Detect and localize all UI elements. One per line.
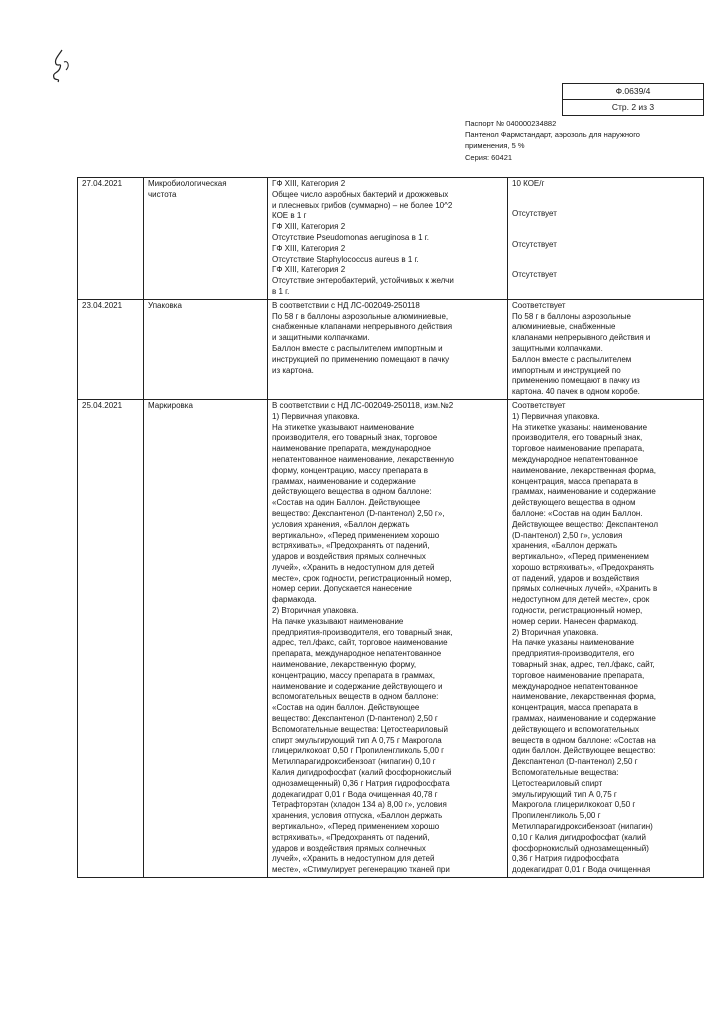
result-line: импортным и инструкцией по — [512, 365, 621, 375]
specification-line: На пачке указывают наименование — [272, 616, 404, 626]
specification-line: Баллон вместе с распылителем импортным и — [272, 343, 443, 353]
specification-line: Вспомогательные вещества: Цетостеариловый — [272, 724, 448, 734]
specification-line: 2) Вторичная упаковка. — [272, 606, 359, 616]
result-cell — [508, 399, 704, 877]
specification-line: граммах, наименование и содержание — [272, 476, 416, 486]
result-line: На пачке указаны наименование — [512, 638, 635, 648]
result-line: международное непатентованное — [512, 454, 638, 464]
specification-line: вещество: Декспантенол (D-пантенол) 2,50 г», — [272, 508, 445, 518]
specification-line: Тетрафторэтан (хладон 134 а) 8,00 г», условия — [272, 800, 447, 810]
specification-line: предприятия-производителя, его товарный знак, — [272, 627, 453, 637]
result-line: действующего вещества в одном — [512, 498, 636, 508]
result-line: фосфорнокислый однозамещенный) — [512, 843, 649, 853]
specification-line: Отсутствие Pseudomonas aeruginosa в 1 г. — [272, 232, 429, 242]
specification-line: препарата, международное непатентованное — [272, 649, 442, 659]
specification-line: Отсутствие энтеробактерий, устойчивых к желчи — [272, 276, 454, 286]
specification-line: концентрацию, массу препарата в граммах, — [272, 670, 435, 680]
test-date-cell — [78, 178, 144, 300]
result-line: от падений, ударов и воздействия — [512, 573, 640, 583]
result-line: (D-пантенол) 2,50 г», условия — [512, 530, 623, 540]
specification-line: ГФ XIII, Категория 2 — [272, 222, 346, 232]
result-line: годности, регистрационный номер, — [512, 606, 643, 616]
specification-line: лучей», «Хранить в недоступном для детей — [272, 854, 435, 864]
specification-line: адрес, тел./факс, сайт, торговое наименование — [272, 638, 448, 648]
specification-line: вертикально», «Перед применением хорошо — [272, 822, 440, 832]
result-line: наименование, лекарственная форма, — [512, 465, 656, 475]
result-line: недоступном для детей месте», срок — [512, 595, 650, 605]
specification-line: спирт эмульгирующий тип А 0,75 г Макрогола — [272, 735, 442, 745]
specification-line: номер серии. Допускается нанесение — [272, 584, 412, 594]
result-line: Цетостеариловый спирт — [512, 778, 603, 788]
result-line: Действующее вещество: Декспантенол — [512, 519, 658, 529]
passport-line: Паспорт № 040000234882 — [465, 119, 557, 128]
test-name-line: Маркировка — [148, 400, 193, 410]
result-line: 2) Вторичная упаковка. — [512, 627, 599, 637]
specification-line: «Состав на один баллон. Действующее — [272, 703, 420, 713]
test-date: 27.04.2021 — [82, 179, 123, 188]
result-line: На этикетке указаны: наименование — [512, 422, 648, 432]
specification-line: вспомогательных веществ в одном баллоне: — [272, 692, 439, 702]
result-line: Отсутствует — [512, 208, 557, 218]
test-name-line: Микробиологическая — [148, 179, 227, 188]
result-line: 1) Первичная упаковка. — [512, 411, 600, 421]
result-line: Баллон вместе с распылителем — [512, 354, 632, 364]
passport-line: Серия: 60421 — [465, 152, 513, 162]
result-line: защитными колпачками. — [512, 343, 603, 353]
result-line: картона. 40 пачек в одном коробе. — [512, 387, 640, 397]
result-line: Соответствует — [512, 400, 566, 410]
result-line: один баллон. Действующее вещество: — [512, 746, 656, 756]
result-line: баллоне: «Состав на один Баллон. — [512, 508, 643, 518]
test-name-cell — [144, 299, 268, 399]
test-date: 25.04.2021 — [82, 400, 123, 410]
specification-line: КОЕ в 1 г — [272, 211, 307, 221]
result-line: вертикально», «Перед применением — [512, 552, 649, 562]
specification-line: «Состав на один Баллон. Действующее — [272, 498, 421, 508]
result-line: додекагидрат 0,01 г Вода очищенная — [512, 865, 651, 875]
result-line: эмульгирующий тип А 0,75 г — [512, 789, 617, 799]
specification-line: действующего вещества в одном баллоне: — [272, 487, 432, 497]
test-date-cell — [78, 399, 144, 877]
specification-line: вещество: Декспантенол (D-пантенол) 2,50 г — [272, 714, 438, 724]
test-date: 23.04.2021 — [82, 300, 123, 310]
result-cell — [508, 299, 704, 399]
result-cell — [508, 178, 704, 300]
result-line: 10 КОЕ/г — [512, 179, 545, 188]
result-line: Отсутствует — [512, 270, 557, 280]
result-line: наименование, лекарственная форма, — [512, 692, 656, 702]
result-line: Декспантенол (D-пантенол) 2,50 г — [512, 757, 638, 767]
result-line: хорошо встряхивать», «Предохранять — [512, 562, 654, 572]
result-line: прямых солнечных лучей», «Хранить в — [512, 584, 658, 594]
specification-line: в 1 г. — [272, 286, 290, 296]
table-row — [78, 178, 704, 300]
specification-line: ударов и воздействия прямых солнечных — [272, 552, 426, 562]
specification-line: додекагидрат 0,01 г Вода очищенная 40,78 г — [272, 789, 438, 799]
specification-cell — [268, 399, 508, 877]
result-line: концентрация, масса препарата в — [512, 703, 639, 713]
result-line: 0,10 г Калия дигидрофосфат (калий — [512, 832, 646, 842]
specification-line: глицерилкокоат 0,50 г Пропиленгликоль 5,00 г — [272, 746, 445, 756]
result-line: предприятия-производителя, его — [512, 649, 635, 659]
specification-line: ударов и воздействия прямых солнечных — [272, 843, 426, 853]
specification-line: Калия дигидрофосфат (калий фосфорнокислый — [272, 768, 452, 778]
specification-line: По 58 г в баллоны аэрозольные алюминиевые, — [272, 311, 449, 321]
result-line: товарный знак, адрес, тел./факс, сайт, — [512, 660, 655, 670]
result-line: Пропиленгликоль 5,00 г — [512, 811, 601, 821]
specification-line: Общее число аэробных бактерий и дрожжевых — [272, 189, 449, 199]
result-line: Макрогола глицерилкокоат 0,50 г — [512, 800, 636, 810]
result-line: концентрация, масса препарата в — [512, 476, 639, 486]
specification-line: из картона. — [272, 365, 314, 375]
test-name-line: чистота — [148, 189, 177, 199]
handwritten-signature — [48, 48, 76, 84]
specification-line: и плесневых грибов (суммарно) – не более 10^2 — [272, 200, 453, 210]
specification-cell — [268, 299, 508, 399]
specification-line: форму, концентрацию, массу препарата в — [272, 465, 428, 475]
specification-line: ГФ XIII, Категория 2 — [272, 243, 346, 253]
specification-line: месте», «Стимулирует регенерацию тканей при — [272, 865, 450, 875]
specification-cell — [268, 178, 508, 300]
result-line: торговое наименование препарата, — [512, 444, 645, 454]
result-line: применению помещают в пачку из — [512, 376, 640, 386]
result-line: Отсутствует — [512, 239, 557, 249]
test-name-cell — [144, 178, 268, 300]
page-number: Стр. 2 из 3 — [563, 99, 703, 115]
passport-line: Пантенол Фармстандарт, аэрозоль для наружного — [465, 130, 640, 140]
specification-line: встряхивать», «Предохранять от падений, — [272, 832, 430, 842]
specification-line: хранения, условия отпуска, «Баллон держать — [272, 811, 443, 821]
specification-line: наименование, лекарственную форму, — [272, 660, 417, 670]
specification-line: В соответствии с НД ЛС-002049-250118, изм.№2 — [272, 400, 454, 410]
result-line: граммах, наименование и содержание — [512, 487, 656, 497]
result-line: действующего и вспомогательных — [512, 724, 640, 734]
result-line: алюминиевые, снабженные — [512, 322, 616, 332]
result-line: Соответствует — [512, 300, 566, 310]
result-line: граммах, наименование и содержание — [512, 714, 656, 724]
result-line: веществ в одном баллоне: «Состав на — [512, 735, 656, 745]
specification-line: снабженные клапанами непрерывного действия — [272, 322, 453, 332]
specification-line: ГФ XIII, Категория 2 — [272, 179, 346, 188]
specification-line: наименование препарата, международное — [272, 444, 431, 454]
form-code: Ф.0639/4 — [615, 86, 651, 96]
specification-line: ГФ XIII, Категория 2 — [272, 265, 346, 275]
result-line: 0,36 г Натрия гидрофосфата — [512, 854, 619, 864]
result-line: По 58 г в баллоны аэрозольные — [512, 311, 631, 321]
specification-line: условия хранения, «Баллон держать — [272, 519, 410, 529]
specification-line: месте», срок годности, регистрационный номер, — [272, 573, 452, 583]
specification-line: и защитными колпачками. — [272, 333, 370, 343]
passport-header — [465, 118, 705, 163]
specification-line: встряхивать», «Предохранять от падений, — [272, 541, 430, 551]
specification-line: На этикетке указывают наименование — [272, 422, 415, 432]
specification-line: В соответствии с НД ЛС-002049-250118 — [272, 300, 420, 310]
result-line: торговое наименование препарата, — [512, 670, 645, 680]
specification-line: Отсутствие Staphylococcus aureus в 1 г. — [272, 254, 419, 264]
result-line: Метилпарагидроксибензоат (нипагин) — [512, 822, 653, 832]
result-line: клапанами непрерывного действия и — [512, 333, 651, 343]
specification-line: 1) Первичная упаковка. — [272, 411, 360, 421]
test-date-cell — [78, 299, 144, 399]
specification-line: фармакода. — [272, 595, 317, 605]
result-line: производителя, его товарный знак, — [512, 433, 643, 443]
form-code-box — [562, 83, 704, 116]
specification-line: инструкцией по применению помещают в пачку — [272, 354, 450, 364]
table-row — [78, 299, 704, 399]
result-line: Вспомогательные вещества: — [512, 768, 619, 778]
specification-line: лучей», «Хранить в недоступном для детей — [272, 562, 435, 572]
result-line: хранения, «Баллон держать — [512, 541, 618, 551]
table-row — [78, 399, 704, 877]
quality-control-table — [77, 177, 704, 878]
specification-line: наименование и содержание действующего и — [272, 681, 443, 691]
result-line: номер серии. Нанесен фармакод. — [512, 616, 639, 626]
test-name-cell — [144, 399, 268, 877]
test-name-line: Упаковка — [148, 300, 182, 310]
specification-line: Метилпарагидроксибензоат (нипагин) 0,10 г — [272, 757, 436, 767]
specification-line: однозамещенный) 0,36 г Натрия гидрофосфата — [272, 778, 450, 788]
result-line: международное непатентованное — [512, 681, 638, 691]
specification-line: вертикально», «Перед применением хорошо — [272, 530, 440, 540]
specification-line: непатентованное наименование, лекарственную — [272, 454, 454, 464]
passport-line: применения, 5 % — [465, 141, 525, 151]
specification-line: производителя, его товарный знак, торговое — [272, 433, 438, 443]
